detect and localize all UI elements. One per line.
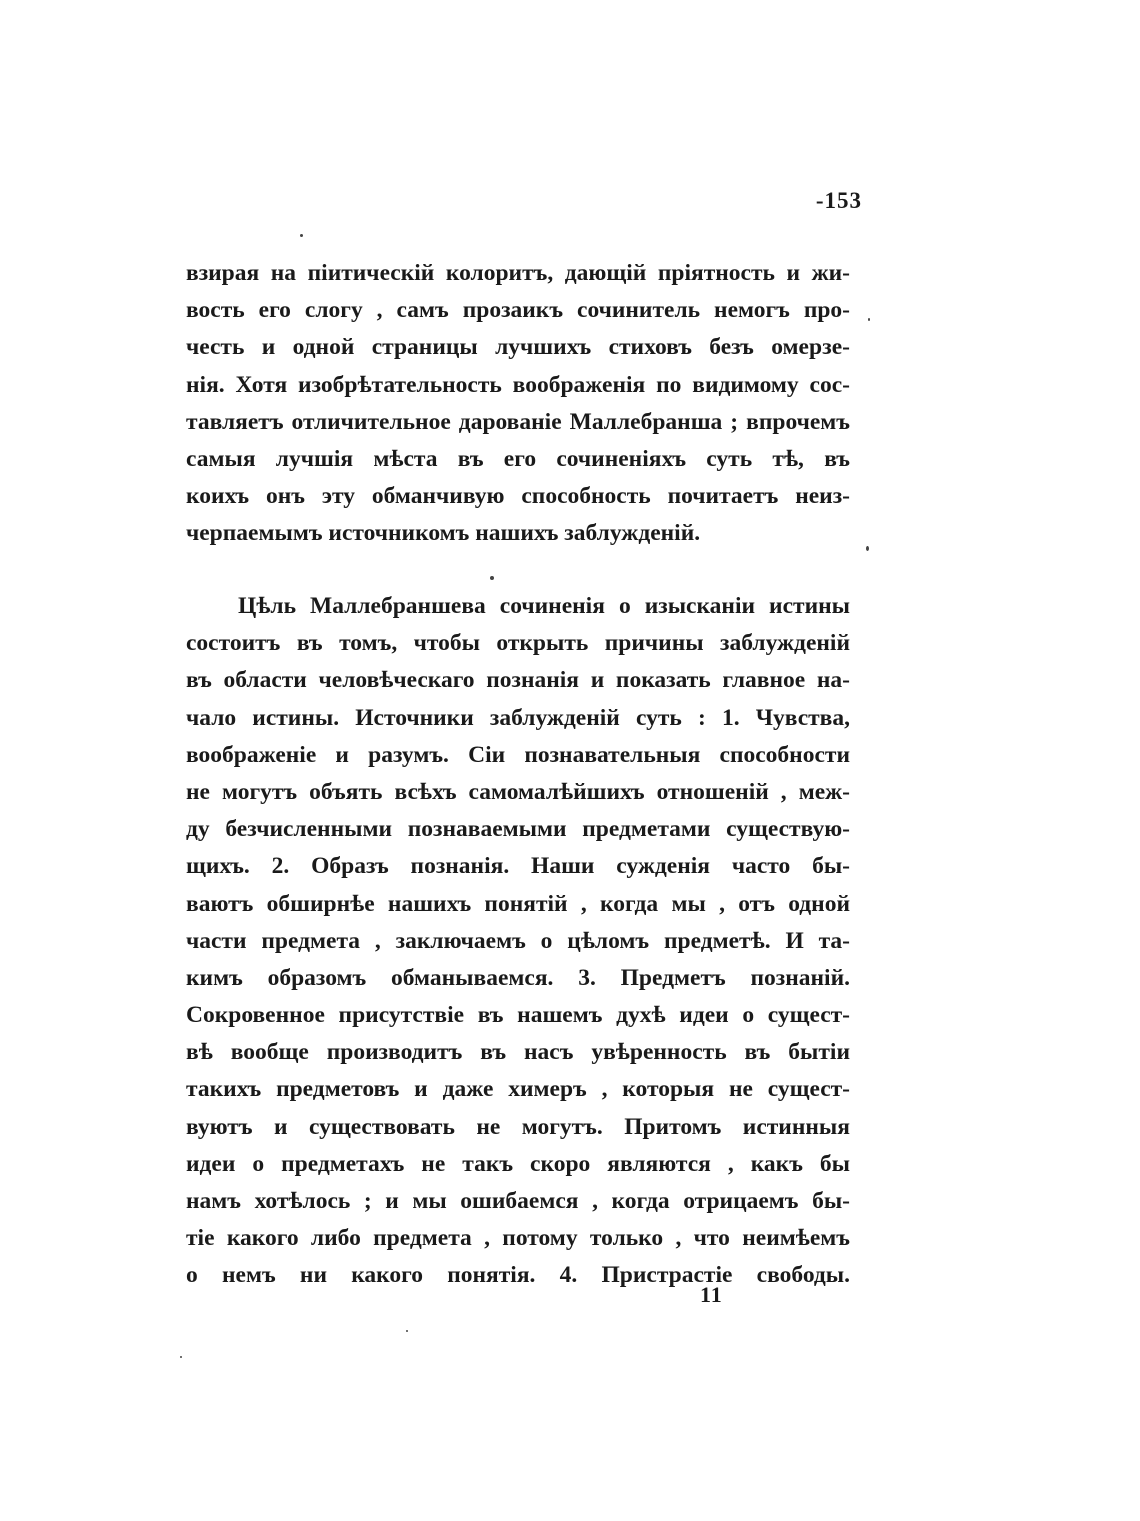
text-line: въ области человѣческаго познанiя и показать главное на-	[186, 667, 850, 694]
text-line: о немъ ни какого понятiя. 4. Пристрастiе свободы.	[186, 1262, 850, 1289]
text-line: тiе какого либо предмета , потому только , что неимѣемъ	[186, 1225, 850, 1252]
text-line: такихъ предметовъ и даже химеръ , которыя не сущест-	[186, 1076, 850, 1103]
text-line: кимъ образомъ обманываемся. 3. Предметъ познанiй.	[186, 964, 850, 991]
text-line: взирая на пiитическiй колоритъ, дающiй прiятность и жи-	[186, 260, 850, 286]
page-number: -153	[815, 188, 862, 213]
text-line: вость его слогу , самъ прозаикъ сочинитель немогъ про-	[186, 297, 850, 324]
text-line: самыя лучшiя мѣста въ его сочиненiяхъ суть тѣ, въ	[186, 445, 850, 472]
text-line: вуютъ и существовать не могутъ. Притомъ истинныя	[186, 1113, 850, 1140]
text-line: ду безчисленными познаваемыми предметами существую-	[186, 816, 850, 843]
text-line: воображенiе и разумъ. Сiи познавательныя способности	[186, 741, 850, 768]
scan-speck	[866, 546, 869, 551]
text-line: тавляетъ отличительное дарованiе Маллебранша ; впрочемъ	[186, 408, 850, 435]
text-line: черпаемымъ источникомъ нашихъ заблужденiй.	[186, 520, 701, 547]
paragraph-2	[186, 588, 850, 1295]
scan-speck	[490, 576, 494, 580]
paragraph-1	[186, 255, 850, 553]
text-line: состоитъ въ томъ, чтобы открыть причины заблужденiй	[186, 630, 850, 657]
text-line: не могутъ объять всѣхъ самомалѣйшихъ отношенiй , меж-	[186, 778, 850, 805]
scan-speck	[180, 1356, 182, 1358]
text-line: Сокровенное присутствiе въ нашемъ духѣ идеи о сущест-	[186, 1002, 850, 1029]
text-line: честь и одной страницы лучшихъ стиховъ безъ омерзе-	[186, 334, 850, 361]
scan-speck	[300, 234, 303, 237]
scan-speck	[406, 1330, 408, 1332]
text-line: идеи о предметахъ не такъ скоро являются , какъ бы	[186, 1150, 850, 1177]
text-line: намъ хотѣлось ; и мы ошибаемся , когда отрицаемъ бы-	[186, 1188, 850, 1214]
text-line: нiя. Хотя изобрѣтательность воображенiя по видимому сос-	[186, 371, 850, 398]
printer-signature: 11	[700, 1282, 723, 1307]
scan-speck	[868, 318, 870, 321]
text-line: щихъ. 2. Образъ познанiя. Наши сужденiя часто бы-	[186, 853, 850, 880]
text-line: коихъ онъ эту обманчивую способность почитаетъ неиз-	[186, 483, 850, 510]
text-line: ваютъ обширнѣе нашихъ понятiй , когда мы , отъ одной	[186, 890, 850, 917]
text-line: вѣ вообще производитъ въ насъ увѣренность въ бытiи	[186, 1039, 850, 1066]
text-line: чало истины. Источники заблужденiй суть : 1. Чувства,	[186, 704, 850, 731]
text-line: Цѣль Маллебраншева сочиненiя о изысканiи истины	[238, 593, 850, 619]
text-line: части предмета , заключаемъ о цѣломъ предметѣ. И та-	[186, 927, 850, 954]
